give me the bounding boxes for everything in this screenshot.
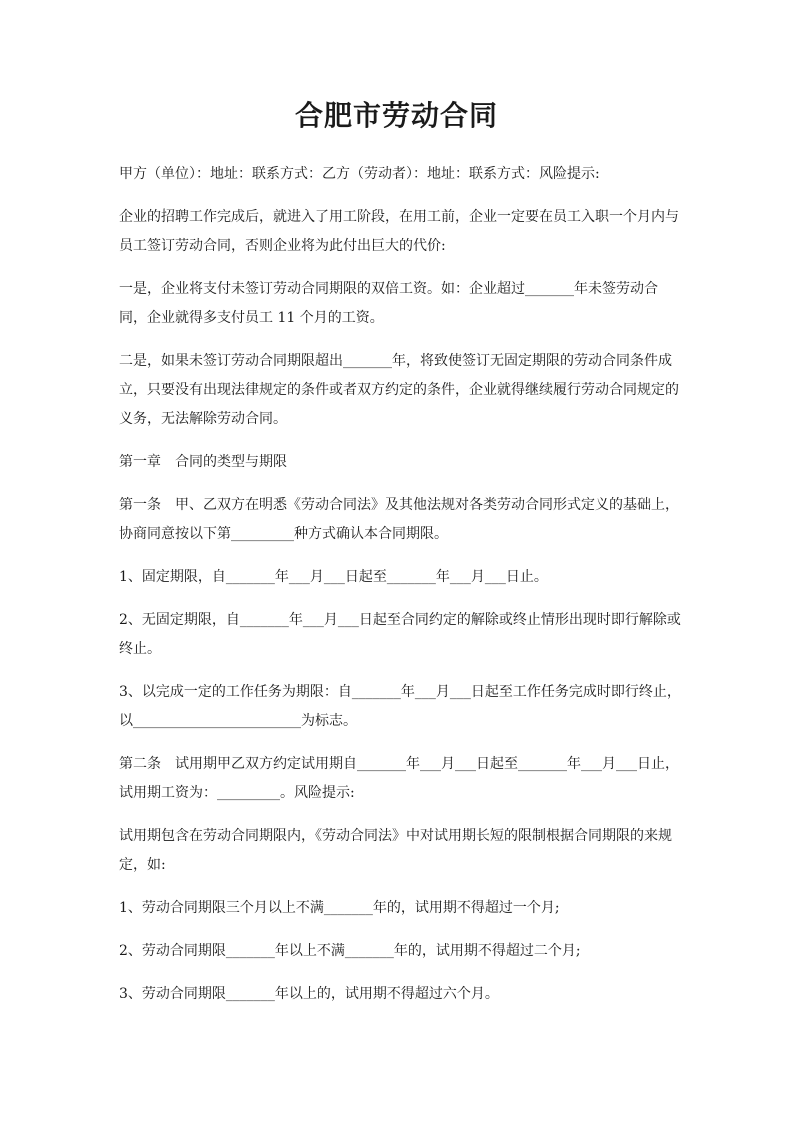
document-body — [119, 160, 681, 1023]
risk-point-one-paragraph: 一是，企业将支付未签订劳动合同期限的双倍工资。如：企业超过_______年未签劳动合同，企业就得多支付员工 11 个月的工资。 — [119, 281, 658, 326]
task-based-term-clause: 3、以完成一定的工作任务为期限：自_______年___月___日起至工作任务完成时即行终止，以________________________为标志。 — [119, 684, 681, 729]
chapter-one-heading: 第一章 合同的类型与期限 — [119, 454, 287, 470]
probation-rule-one: 1、劳动合同期限三个月以上不满_______年的，试用期不得超过一个月; — [119, 900, 560, 916]
open-ended-term-clause: 2、无固定期限，自_______年___月___日起至合同约定的解除或终止情形出现时即行解除或终止。 — [119, 612, 681, 657]
probation-note-paragraph: 试用期包含在劳动合同期限内，《劳动合同法》中对试用期长短的限制根据合同期限的来规定，如: — [119, 828, 672, 873]
fixed-term-clause: 1、固定期限，自_______年___月___日起至_______年___月___日止。 — [119, 569, 548, 585]
risk-point-two-paragraph: 二是，如果未签订劳动合同期限超出_______年，将致使签订无固定期限的劳动合同条件成立，只要没有出现法律规定的条件或者双方约定的条件，企业就得继续履行劳动合同规定的义务，无法解除劳动合同。 — [119, 353, 679, 427]
article-two-paragraph: 第二条 试用期甲乙双方约定试用期自_______年___月___日起至_______年___月___日止，试用期工资为：_________。风险提示: — [119, 756, 679, 801]
intro-paragraph: 企业的招聘工作完成后，就进入了用工阶段，在用工前，企业一定要在员工入职一个月内与员工签订劳动合同，否则企业将为此付出巨大的代价: — [119, 209, 679, 254]
probation-rule-two: 2、劳动合同期限_______年以上不满_______年的，试用期不得超过二个月; — [119, 943, 581, 959]
document-title: 合肥市劳动合同 — [294, 99, 498, 132]
probation-rule-three: 3、劳动合同期限_______年以上的，试用期不得超过六个月。 — [119, 986, 499, 1002]
parties-info-paragraph: 甲方（单位）：地址：联系方式：乙方（劳动者）：地址：联系方式：风险提示: — [119, 166, 600, 182]
article-one-paragraph: 第一条 甲、乙双方在明悉《劳动合同法》及其他法规对各类劳动合同形式定义的基础上，协商同意按以下第_________种方式确认本合同期限。 — [119, 497, 679, 542]
